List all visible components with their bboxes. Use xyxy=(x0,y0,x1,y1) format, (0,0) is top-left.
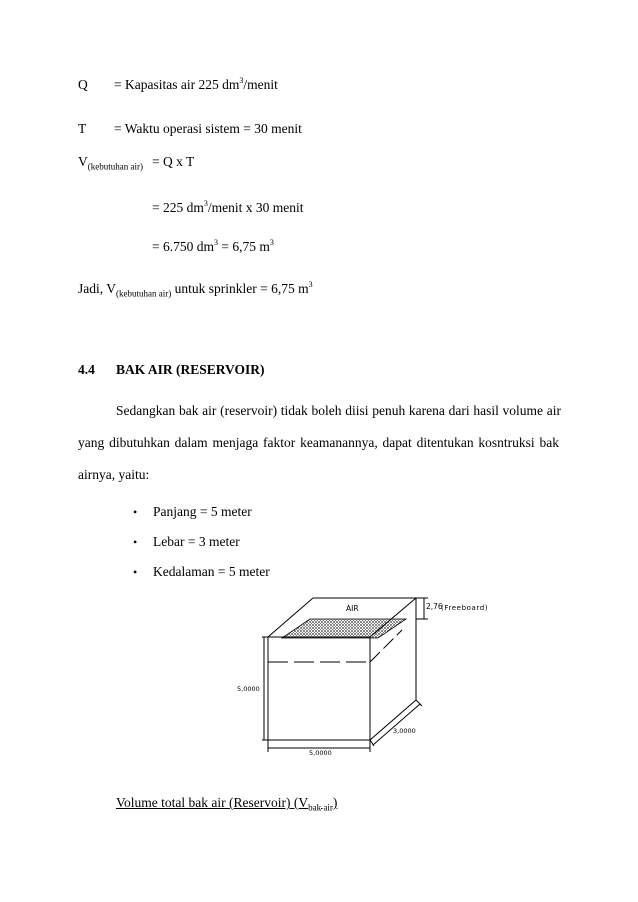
section-number: 4.4 xyxy=(78,362,95,377)
height-dimension: 5,0000 xyxy=(237,685,260,693)
bullet-marker: • xyxy=(133,565,138,579)
section-title: BAK AIR (RESERVOIR) xyxy=(116,362,265,377)
paragraph-line-3: airnya, yaitu: xyxy=(78,467,150,482)
width-dimension: 3,0000 xyxy=(393,727,416,735)
total-volume-heading: Volume total bak air (Reservoir) $(V_{bak air})$ xyxy=(116,795,338,813)
symbol-q: Q xyxy=(78,77,88,92)
calc-line-3: = 6.750 $dm^3 = 6,75$ $m^3$ xyxy=(152,237,274,254)
freeboard-value: 2,76 xyxy=(426,602,443,611)
calc-line-2: = 225 $dm^3$/menit x 30 menit xyxy=(152,198,304,215)
paragraph-line-2: yang dibutuhkan dalam menjaga faktor keamanannya, dapat ditentukan kosntruksi bak xyxy=(78,435,559,450)
bullet-item: Kedalaman = 5 meter xyxy=(153,564,270,579)
paragraph-line-1: Sedangkan bak air (reservoir) tidak boleh diisi penuh karena dari hasil volume air xyxy=(116,403,561,418)
bullet-marker: • xyxy=(133,505,138,519)
q-definition: = Kapasitas air 225 $dm^3$/menit xyxy=(114,75,278,92)
v-formula: = Q x T xyxy=(152,154,195,169)
conclusion-line: Jadi, $V_{(kebutuhan air)}$ untuk sprinkler = 6,75 $m^3$ xyxy=(78,279,313,299)
bullet-item: Panjang = 5 meter xyxy=(153,504,252,519)
length-dimension: 5,0000 xyxy=(309,749,332,757)
symbol-v: $V_{(kebutuhan air)}$ xyxy=(78,154,143,172)
front-face xyxy=(268,637,370,740)
symbol-t: T xyxy=(78,121,87,136)
bullet-marker: • xyxy=(133,535,138,549)
air-label: AIR xyxy=(346,604,359,613)
t-definition: = Waktu operasi sistem = 30 menit xyxy=(114,121,302,136)
bullet-item: Lebar = 3 meter xyxy=(153,534,240,549)
freeboard-label: (Freeboard) xyxy=(441,604,489,612)
